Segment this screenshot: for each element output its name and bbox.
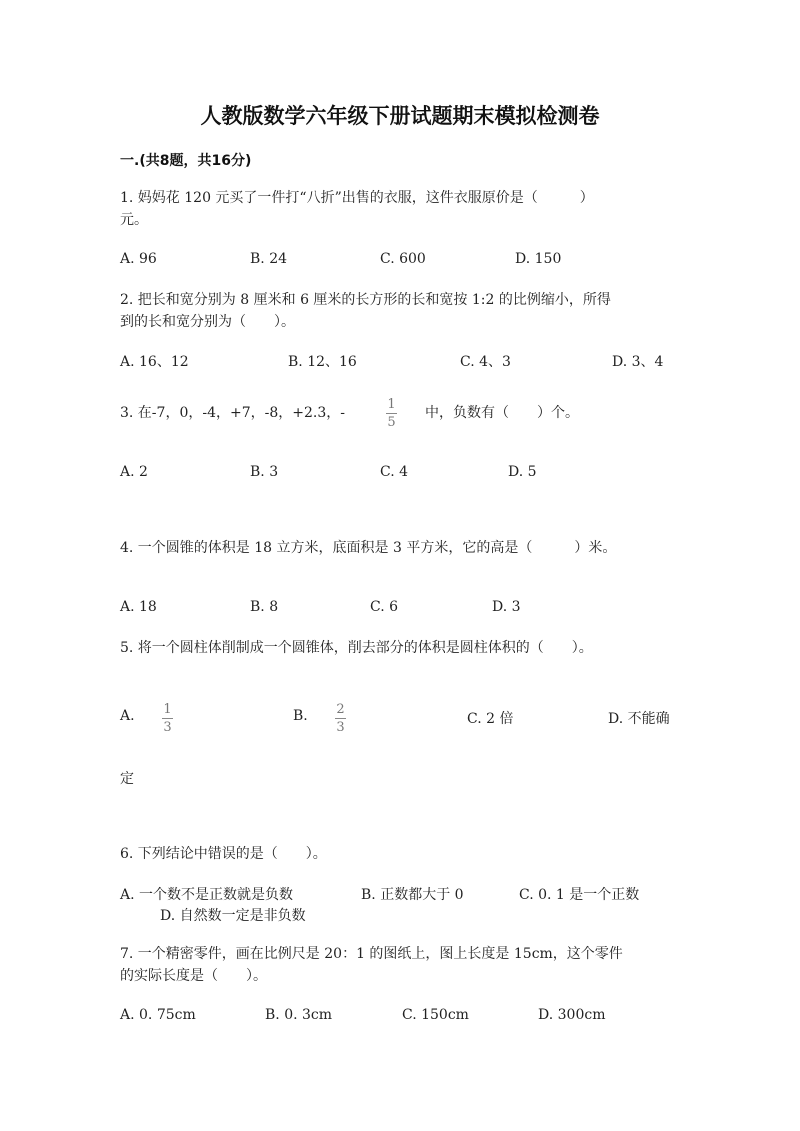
question-2-line-1: 2. 把长和宽分别为 8 厘米和 6 厘米的长方形的长和宽按 1:2 的比例缩小，所得 bbox=[120, 292, 611, 308]
question-2-option-c: C. 4、3 bbox=[460, 354, 511, 370]
fraction-numerator: 1 bbox=[387, 397, 396, 412]
section-heading: 一.(共8题，共16分) bbox=[120, 153, 252, 169]
question-6-option-a: A. 一个数不是正数就是负数 bbox=[120, 887, 294, 903]
question-3-option-a: A. 2 bbox=[120, 464, 148, 480]
question-6-line-1: 6. 下列结论中错误的是（ ）。 bbox=[120, 846, 327, 862]
question-1-line-2: 元。 bbox=[120, 212, 148, 228]
fraction-bar bbox=[335, 718, 346, 719]
question-7-line-2: 的实际长度是（ ）。 bbox=[120, 968, 267, 984]
question-1-option-d: D. 150 bbox=[515, 251, 562, 267]
fraction-bar bbox=[386, 413, 397, 414]
question-5-option-b-label: B. bbox=[293, 708, 308, 724]
question-3-option-b: B. 3 bbox=[250, 464, 279, 480]
question-5-option-d-wrap: 定 bbox=[120, 771, 134, 787]
fraction-denominator: 3 bbox=[336, 720, 345, 735]
question-7-option-a: A. 0. 75cm bbox=[120, 1007, 196, 1023]
question-5-option-b-fraction bbox=[335, 702, 346, 735]
question-7-option-d: D. 300cm bbox=[538, 1007, 606, 1023]
question-5-option-a-fraction bbox=[162, 702, 173, 735]
page-title: 人教版数学六年级下册试题期末模拟检测卷 bbox=[200, 104, 600, 128]
question-1-option-c: C. 600 bbox=[380, 251, 426, 267]
question-1-option-a: A. 96 bbox=[120, 251, 157, 267]
fraction-numerator: 1 bbox=[163, 702, 172, 717]
question-2-option-a: A. 16、12 bbox=[120, 354, 189, 370]
question-6-option-d: D. 自然数一定是非负数 bbox=[160, 908, 306, 924]
question-4-line-1: 4. 一个圆锥的体积是 18 立方米，底面积是 3 平方米，它的高是（ ）米。 bbox=[120, 540, 617, 556]
question-4-option-b: B. 8 bbox=[250, 599, 279, 615]
question-7-option-b: B. 0. 3cm bbox=[265, 1007, 333, 1023]
question-3-stem-start: 3. 在-7，0，-4，+7，-8，+2.3，- bbox=[120, 405, 345, 421]
question-2-line-2: 到的长和宽分别为（ ）。 bbox=[120, 314, 295, 330]
question-2-option-b: B. 12、16 bbox=[288, 354, 357, 370]
question-4-option-c: C. 6 bbox=[370, 599, 399, 615]
question-4-option-d: D. 3 bbox=[492, 599, 521, 615]
fraction-denominator: 3 bbox=[163, 720, 172, 735]
question-5-option-c: C. 2 倍 bbox=[467, 711, 514, 727]
question-3-option-d: D. 5 bbox=[508, 464, 537, 480]
question-5-option-d: D. 不能确 bbox=[608, 711, 670, 727]
question-7-option-c: C. 150cm bbox=[402, 1007, 469, 1023]
question-3-stem-end: 中，负数有（ ）个。 bbox=[425, 405, 579, 421]
question-7-line-1: 7. 一个精密零件，画在比例尺是 20：1 的图纸上，图上长度是 15cm，这个零件 bbox=[120, 946, 623, 962]
question-6-option-c: C. 0. 1 是一个正数 bbox=[519, 887, 640, 903]
question-3-option-c: C. 4 bbox=[380, 464, 409, 480]
question-5-option-a-label: A. bbox=[120, 708, 135, 724]
question-2-option-d: D. 3、4 bbox=[612, 354, 664, 370]
question-6-option-b: B. 正数都大于 0 bbox=[361, 887, 464, 903]
question-1-line-1: 1. 妈妈花 120 元买了一件打“八折”出售的衣服，这件衣服原价是（ ） bbox=[120, 190, 594, 206]
question-5-line-1: 5. 将一个圆柱体削制成一个圆锥体，削去部分的体积是圆柱体积的（ ）。 bbox=[120, 640, 593, 656]
fraction-numerator: 2 bbox=[336, 702, 345, 717]
fraction-bar bbox=[162, 718, 173, 719]
question-1-option-b: B. 24 bbox=[250, 251, 288, 267]
fraction-denominator: 5 bbox=[387, 415, 396, 430]
question-4-option-a: A. 18 bbox=[120, 599, 157, 615]
question-3-fraction bbox=[386, 397, 397, 430]
